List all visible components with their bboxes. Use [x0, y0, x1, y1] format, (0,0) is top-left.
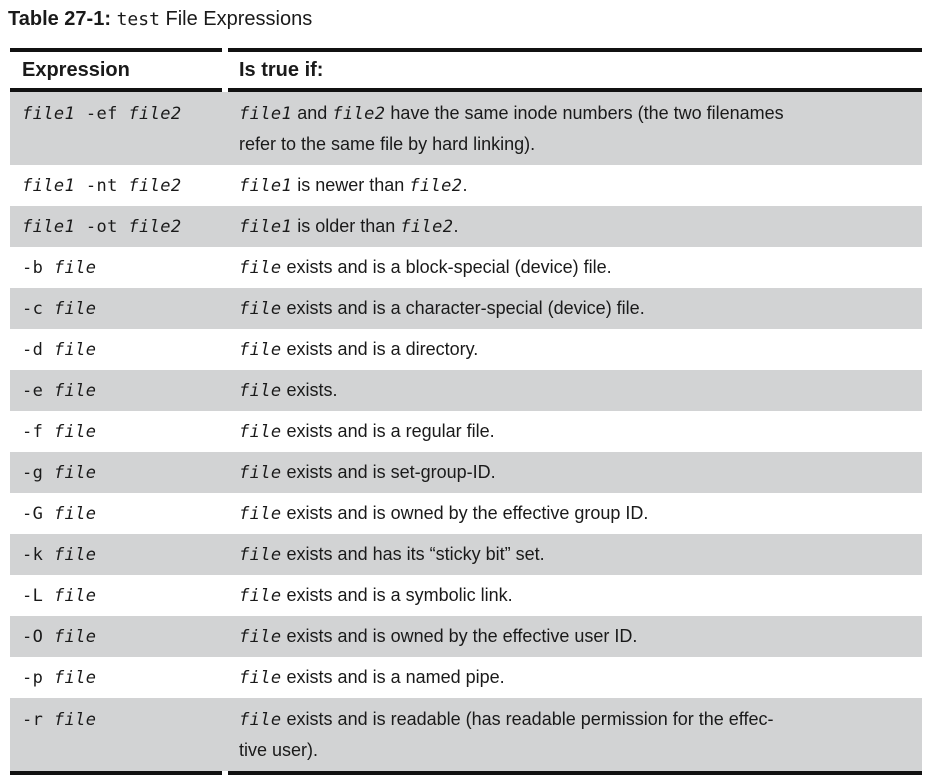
- header-is-true-if: Is true if:: [239, 59, 324, 81]
- code-run: file: [53, 299, 97, 319]
- description-cell: [222, 457, 922, 488]
- code-run: -r: [22, 710, 54, 730]
- description-cell: [222, 580, 922, 611]
- description-cell: [222, 252, 922, 283]
- table-row: [10, 493, 922, 534]
- code-run: file: [239, 463, 282, 483]
- code-run: file1: [239, 104, 293, 124]
- table-header-rule: [10, 88, 922, 92]
- code-run: file1: [239, 176, 293, 196]
- code-run: file: [239, 504, 282, 524]
- code-run: -d: [22, 340, 54, 360]
- expression-cell: [10, 662, 222, 693]
- rule-segment: [228, 88, 922, 92]
- text-run: exists and is owned by the effective user ID.: [281, 626, 638, 646]
- text-run: .: [462, 175, 468, 195]
- code-run: -f: [22, 422, 54, 442]
- description-cell: [222, 662, 922, 693]
- code-run: file: [53, 586, 97, 606]
- description-cell: [222, 170, 922, 201]
- description-cell: [222, 704, 922, 765]
- code-run: file1: [22, 217, 76, 237]
- text-run: have the same inode numbers (the two filenames: [385, 103, 784, 123]
- rule-segment: [228, 48, 922, 52]
- text-run: .: [453, 216, 459, 236]
- table-row: [10, 534, 922, 575]
- expression-cell: [10, 704, 222, 765]
- code-run: file: [53, 340, 97, 360]
- code-run: file: [239, 340, 282, 360]
- description-cell: [222, 211, 922, 242]
- table-row: [10, 92, 922, 165]
- table-caption-number: Table 27-1:: [8, 8, 111, 30]
- expression-cell: [10, 539, 222, 570]
- description-cell: [222, 375, 922, 406]
- expression-cell: [10, 580, 222, 611]
- code-run: file1: [22, 176, 76, 196]
- code-run: -e: [22, 381, 54, 401]
- code-run: file: [239, 258, 282, 278]
- code-run: file2: [400, 217, 454, 237]
- text-run: exists and is owned by the effective group ID.: [281, 503, 649, 523]
- code-run: file: [53, 504, 97, 524]
- code-run: file: [239, 422, 282, 442]
- description-cell: [222, 334, 922, 365]
- code-run: -p: [22, 668, 54, 688]
- text-run: exists and is a character-special (device) file.: [281, 298, 645, 318]
- table-row: [10, 370, 922, 411]
- expression-cell: [10, 293, 222, 324]
- expression-cell: [10, 211, 222, 242]
- rule-segment: [10, 48, 222, 52]
- text-run: exists and is readable (has readable permission for the effec-: [281, 709, 774, 729]
- code-run: file: [239, 545, 282, 565]
- code-run: file: [53, 668, 97, 688]
- code-run: file: [53, 710, 97, 730]
- header-expression: Expression: [22, 59, 130, 81]
- table-row: [10, 616, 922, 657]
- code-run: file2: [332, 104, 386, 124]
- table-row: [10, 452, 922, 493]
- expression-cell: [10, 252, 222, 283]
- code-run: file2: [128, 217, 182, 237]
- file-expressions-table: [10, 48, 922, 775]
- text-run: exists and is set-group-ID.: [281, 462, 496, 482]
- code-run: -c: [22, 299, 54, 319]
- code-run: -L: [22, 586, 54, 606]
- expression-cell: [10, 375, 222, 406]
- expression-cell: [10, 457, 222, 488]
- table-caption: [8, 6, 312, 33]
- code-run: file: [239, 381, 282, 401]
- table-row: [10, 575, 922, 616]
- text-run: is newer than: [292, 175, 410, 195]
- expression-cell: [10, 170, 222, 201]
- code-run: file: [239, 627, 282, 647]
- expression-cell: [10, 98, 222, 159]
- description-cell: [222, 293, 922, 324]
- table-row: [10, 247, 922, 288]
- expression-cell: [10, 498, 222, 529]
- code-run: file1: [22, 104, 76, 124]
- text-run: tive user).: [239, 740, 319, 760]
- table-bottom-rule: [10, 771, 922, 775]
- text-run: exists and is a symbolic link.: [281, 585, 513, 605]
- code-run: file2: [128, 104, 182, 124]
- code-run: -b: [22, 258, 54, 278]
- code-run: file: [53, 422, 97, 442]
- rule-segment: [10, 771, 222, 775]
- text-run: exists and is a named pipe.: [281, 667, 505, 687]
- code-run: file: [239, 710, 282, 730]
- text-run: exists.: [281, 380, 338, 400]
- text-run: exists and is a regular file.: [281, 421, 495, 441]
- expression-cell: [10, 334, 222, 365]
- text-run: and: [292, 103, 333, 123]
- description-cell: [222, 621, 922, 652]
- code-run: file: [239, 668, 282, 688]
- table-row: [10, 288, 922, 329]
- code-run: file1: [239, 217, 293, 237]
- table-caption-command: test: [116, 9, 160, 30]
- code-run: file: [53, 463, 97, 483]
- code-run: file: [53, 258, 97, 278]
- code-run: -ot: [75, 217, 129, 237]
- table-top-rule: [10, 48, 922, 52]
- rule-segment: [228, 771, 922, 775]
- text-run: is older than: [292, 216, 401, 236]
- table-row: [10, 165, 922, 206]
- rule-segment: [10, 88, 222, 92]
- text-run: exists and has its “sticky bit” set.: [281, 544, 545, 564]
- code-run: file2: [409, 176, 463, 196]
- code-run: -O: [22, 627, 54, 647]
- code-run: file: [53, 545, 97, 565]
- description-cell: [222, 98, 922, 159]
- code-run: -nt: [75, 176, 129, 196]
- description-cell: [222, 498, 922, 529]
- code-run: file: [53, 627, 97, 647]
- table-row: [10, 698, 922, 771]
- text-run: refer to the same file by hard linking).: [239, 134, 536, 154]
- code-run: file: [53, 381, 97, 401]
- expression-cell: [10, 416, 222, 447]
- table-row: [10, 657, 922, 698]
- text-run: exists and is a directory.: [281, 339, 479, 359]
- code-run: file: [239, 299, 282, 319]
- table-row: [10, 206, 922, 247]
- code-run: -k: [22, 545, 54, 565]
- table-row: [10, 329, 922, 370]
- description-cell: [222, 416, 922, 447]
- table-body: [10, 92, 922, 771]
- code-run: -g: [22, 463, 54, 483]
- table-caption-title: File Expressions: [165, 8, 313, 30]
- description-cell: [222, 539, 922, 570]
- code-run: -ef: [75, 104, 129, 124]
- table-header-row: [10, 52, 922, 88]
- table-row: [10, 411, 922, 452]
- code-run: file: [239, 586, 282, 606]
- code-run: -G: [22, 504, 54, 524]
- code-run: file2: [128, 176, 182, 196]
- expression-cell: [10, 621, 222, 652]
- text-run: exists and is a block-special (device) file.: [281, 257, 612, 277]
